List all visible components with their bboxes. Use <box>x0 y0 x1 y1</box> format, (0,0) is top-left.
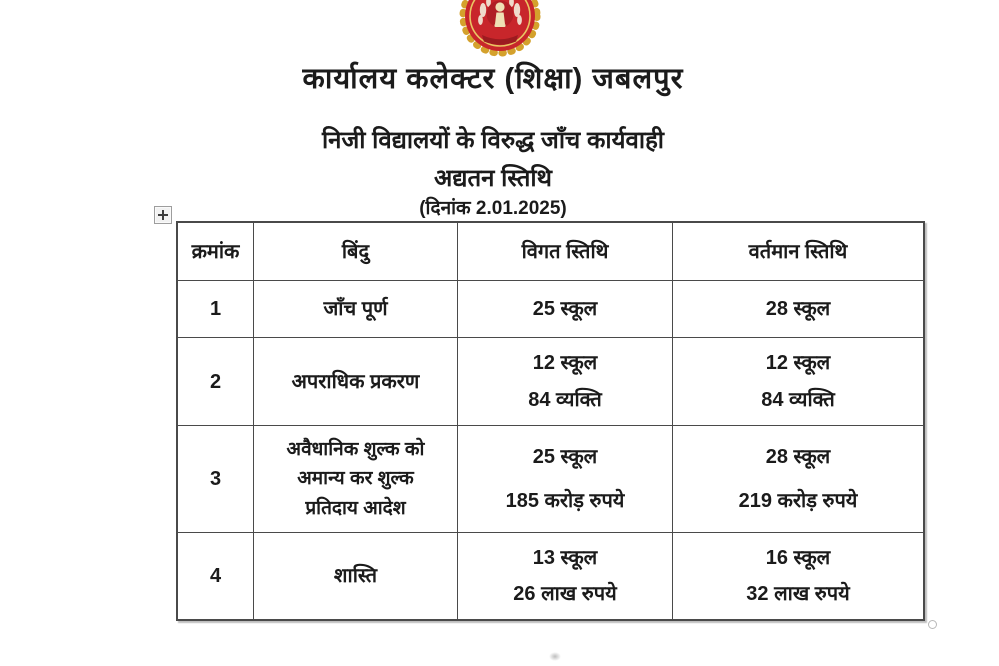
status-line[interactable]: अद्यतन स्तिथि <box>434 165 552 192</box>
row4-point[interactable]: शास्ति <box>254 533 458 619</box>
row1-sno[interactable]: 1 <box>178 281 254 338</box>
cell-line: 26 लाख रुपये <box>513 583 617 606</box>
header-current-status[interactable]: वर्तमान स्तिथि <box>673 223 923 281</box>
row2-sno[interactable]: 2 <box>178 338 254 426</box>
cell-line: 84 व्यक्ति <box>528 389 602 411</box>
cell-line: 12 स्कूल <box>532 352 598 374</box>
row2-current[interactable] <box>673 338 923 426</box>
header-sno[interactable]: क्रमांक <box>178 223 254 281</box>
row3-sno[interactable]: 3 <box>178 426 254 533</box>
row4-sno[interactable]: 4 <box>178 533 254 619</box>
row1-current[interactable]: 28 स्कूल <box>673 281 923 338</box>
cell-line: 219 करोड़ रुपये <box>738 489 858 512</box>
row3-point[interactable] <box>254 426 458 533</box>
cell-line: 28 स्कूल <box>765 446 831 469</box>
subject-line[interactable]: निजी विद्यालयों के विरुद्ध जाँच कार्यवाही <box>321 127 665 154</box>
cell-line: 13 स्कूल <box>532 546 598 569</box>
cell-line: 25 स्कूल <box>532 446 598 469</box>
cell-line: 16 स्कूल <box>765 546 831 569</box>
row4-past[interactable] <box>458 533 673 619</box>
mp-government-emblem-icon <box>452 0 548 58</box>
row3-current[interactable] <box>673 426 923 533</box>
cell-line: 84 व्यक्ति <box>761 389 835 411</box>
smudge-artifact <box>549 652 561 661</box>
date-line[interactable]: (दिनांक 2.01.2025) <box>419 198 567 219</box>
cell-line: 185 करोड़ रुपये <box>505 489 625 512</box>
cell-line: अवैधानिक शुल्क को <box>286 438 425 460</box>
row3-past[interactable] <box>458 426 673 533</box>
row1-past[interactable]: 25 स्कूल <box>458 281 673 338</box>
cell-line: 12 स्कूल <box>765 352 831 374</box>
row4-current[interactable] <box>673 533 923 619</box>
table-resize-handle[interactable] <box>928 620 937 629</box>
status-table <box>176 221 925 621</box>
cell-line: 32 लाख रुपये <box>746 583 850 606</box>
row2-past[interactable] <box>458 338 673 426</box>
table-move-handle[interactable] <box>154 206 172 224</box>
header-past-status[interactable]: विगत स्तिथि <box>458 223 673 281</box>
emblem <box>452 0 548 58</box>
row1-point[interactable]: जाँच पूर्ण <box>254 281 458 338</box>
office-title[interactable]: कार्यालय कलेक्टर (शिक्षा) जबलपुर <box>302 63 684 95</box>
move-cross-icon <box>158 210 168 220</box>
cell-line: प्रतिदाय आदेश <box>305 497 406 519</box>
cell-line: अमान्य कर शुल्क <box>297 468 414 490</box>
row2-point[interactable]: अपराधिक प्रकरण <box>254 338 458 426</box>
header-point[interactable]: बिंदु <box>254 223 458 281</box>
